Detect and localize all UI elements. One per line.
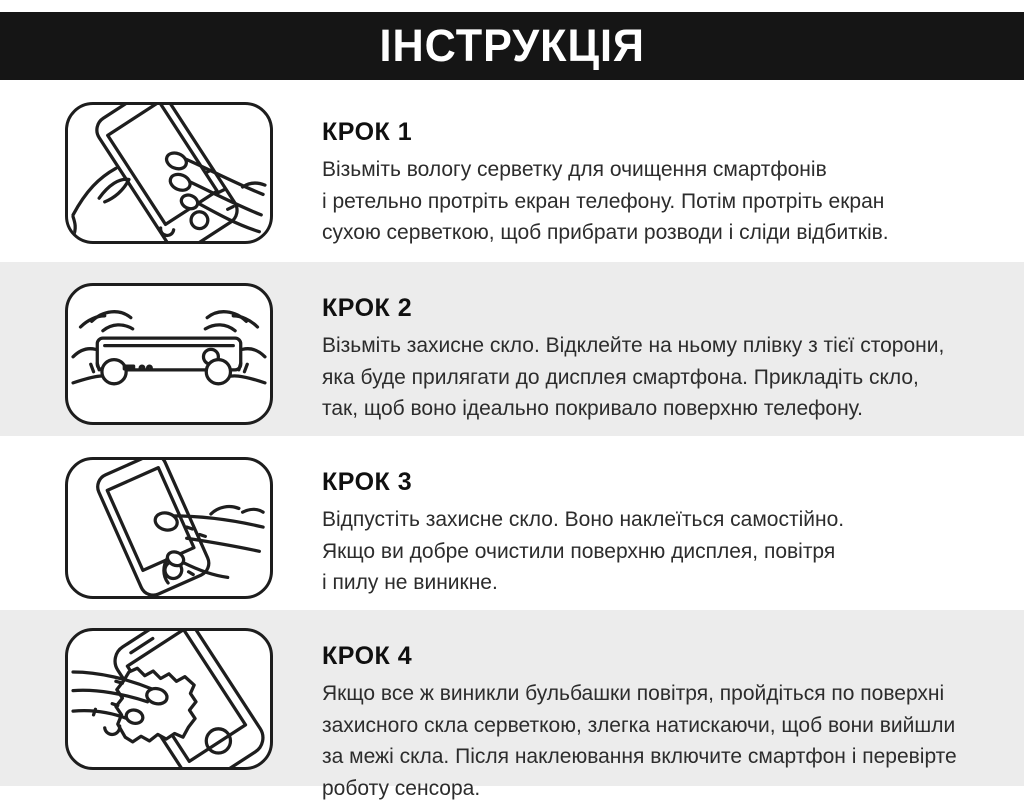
peel-film-from-glass-icon [68, 286, 270, 422]
smooth-bubbles-with-cloth-icon [68, 631, 270, 767]
step-3-line-2: Якщо ви добре очистили поверхню дисплея, повітря [322, 539, 836, 563]
step-3-text [322, 468, 844, 599]
step-3-line-1: Відпустіть захисне скло. Воно наклеїться самостійно. [322, 508, 845, 531]
step-4-line-2: захисного скла серветкою, злегка натискаючи, щоб вони вийшли [322, 713, 956, 737]
press-glass-onto-phone-icon [68, 460, 270, 596]
step-1-text [322, 118, 889, 249]
step-2-heading: КРОК 2 [322, 294, 413, 322]
step-4-illustration-box [65, 628, 273, 770]
step-4-line-4: роботу сенсора. [322, 776, 481, 800]
step-4-row [0, 610, 1024, 800]
step-2-row [0, 262, 1024, 436]
step-3-heading: КРОК 3 [322, 468, 413, 496]
step-2-line-1: Візьміть захисне скло. Відклейте на ньому плівку з тієї сторони, [322, 334, 945, 357]
step-2-line-3: так, щоб воно ідеально покривало поверхню телефону. [322, 397, 863, 420]
wipe-phone-with-cloth-icon [68, 105, 270, 241]
step-3-row [0, 436, 1024, 610]
step-2-line-2: яка буде прилягати до дисплея смартфона. Прикладіть скло, [322, 365, 919, 389]
step-4-heading: КРОК 4 [322, 642, 413, 670]
step-1-heading: КРОК 1 [322, 118, 413, 146]
step-1-line-2: і ретельно протріть екран телефону. Потім протріть екран [322, 189, 885, 213]
step-4-text [322, 642, 957, 800]
step-4-line-3: за межі скла. Після наклеювання включите смартфон і перевірте [322, 745, 957, 768]
step-4-line-1: Якщо все ж виникли бульбашки повітря, пройдіться по поверхні [322, 682, 945, 705]
step-3-line-3: і пилу не виникне. [322, 571, 498, 594]
step-2-illustration-box [65, 283, 273, 425]
step-1-line-1: Візьміть вологу серветку для очищення смартфонів [322, 158, 827, 181]
step-3-illustration-box [65, 457, 273, 599]
title-banner [0, 12, 1024, 82]
step-1-row [0, 80, 1024, 262]
step-1-line-3: сухою серветкою, щоб прибрати розводи і сліди відбитків. [322, 221, 889, 244]
step-1-illustration-box [65, 102, 273, 244]
step-2-text [322, 294, 944, 425]
page-title: ІНСТРУКЦІЯ [379, 20, 645, 71]
